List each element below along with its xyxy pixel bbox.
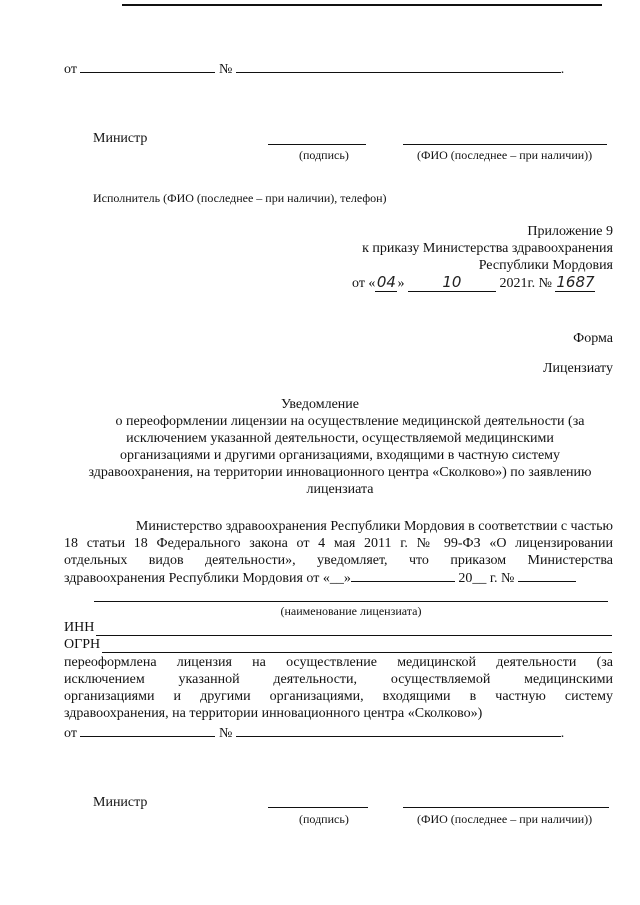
- appendix-line-2: к приказу Министерства здравоохранения: [362, 241, 613, 256]
- notice-title: Уведомление: [280, 397, 359, 412]
- appendix-line-1: Приложение 9: [527, 224, 613, 239]
- appendix-month: 10: [408, 274, 496, 292]
- subtitle-line-5: лицензиата: [306, 482, 374, 497]
- subtitle-line-4: здравоохранения, на территории инновационного центра «Сколково») по заявлению: [88, 465, 592, 480]
- appendix-line-3: Республики Мордовия: [478, 258, 613, 273]
- date-blank: [80, 60, 215, 73]
- licensee-name-line: [94, 601, 608, 602]
- signature-caption: (подпись): [299, 148, 349, 162]
- signature-line-2: [268, 807, 368, 808]
- appendix-day: 04: [376, 273, 396, 291]
- body-year-text: 20__ г. №: [458, 571, 515, 586]
- body-line-1: Министерство здравоохранения Республики Мордовия в соответствии с частью: [135, 519, 613, 534]
- top-date-number-line: [64, 60, 584, 78]
- bottom-period: .: [560, 726, 565, 741]
- name-line: [403, 144, 607, 145]
- bottom-number-sign: №: [218, 726, 233, 741]
- signature-role: Министр: [93, 131, 148, 146]
- addressee: Лицензиату: [543, 361, 613, 376]
- ogrn-blank: [102, 640, 612, 653]
- bottom-date-number-line: [64, 724, 584, 742]
- result-line-3: организациями и другими организациями, входящими в частную систему: [64, 689, 613, 704]
- body-line-4: [64, 569, 613, 587]
- name-line-2: [403, 807, 609, 808]
- result-line-2: исключением указанной деятельности, осуществляемой медицинскими: [64, 672, 613, 687]
- inn-blank: [96, 623, 612, 636]
- executor-line: Исполнитель (ФИО (последнее – при наличии), телефон): [93, 191, 387, 205]
- signature-line: [268, 144, 366, 145]
- appendix-date-prefix: от «: [352, 276, 376, 291]
- form-label: Форма: [573, 331, 613, 346]
- number-sign: №: [218, 62, 233, 77]
- ogrn-row: [64, 636, 612, 653]
- licensee-caption: (наименование лицензиата): [280, 604, 422, 618]
- signature-caption-2: (подпись): [299, 812, 349, 826]
- bottom-date-blank: [80, 724, 215, 737]
- date-prefix: от: [64, 62, 77, 77]
- subtitle-line-2: исключением указанной деятельности, осуществляемой медицинскими: [126, 431, 554, 446]
- body-order-text: здравоохранения Республики Мордовия от «__»: [64, 571, 351, 586]
- appendix-order-number: 1687: [556, 273, 595, 291]
- period: .: [560, 62, 565, 77]
- body-date-blank: [351, 569, 455, 582]
- appendix-date-line: [352, 274, 622, 292]
- bottom-date-prefix: от: [64, 726, 77, 741]
- body-number-blank: [518, 569, 576, 582]
- inn-row: [64, 619, 612, 636]
- result-line-4: здравоохранения, на территории инновационного центра «Сколково»): [64, 706, 483, 721]
- bottom-number-blank: [236, 724, 561, 737]
- body-line-2: 18 статьи 18 Федерального закона от 4 мая 2011 г. № 99-ФЗ «О лицензировании: [64, 536, 613, 551]
- top-border-line: [122, 4, 602, 6]
- result-line-1: переоформлена лицензия на осуществление медицинской деятельности (за: [64, 655, 613, 670]
- subtitle-line-3: организациями и другими организациями, входящими в частную систему: [119, 448, 561, 463]
- ogrn-label: ОГРН: [64, 637, 101, 652]
- appendix-date-mid: »: [397, 276, 405, 291]
- inn-label: ИНН: [64, 620, 95, 635]
- name-caption-2: (ФИО (последнее – при наличии)): [417, 812, 593, 826]
- name-caption: (ФИО (последнее – при наличии)): [417, 148, 593, 162]
- appendix-year-text: 2021г. №: [499, 276, 552, 291]
- number-blank: [236, 60, 561, 73]
- subtitle-line-1: о переоформлении лицензии на осуществление медицинской деятельности (за: [115, 414, 585, 429]
- signature-role-2: Министр: [93, 795, 148, 810]
- body-line-3: отдельных видов деятельности», уведомляет, что приказом Министерства: [64, 553, 613, 568]
